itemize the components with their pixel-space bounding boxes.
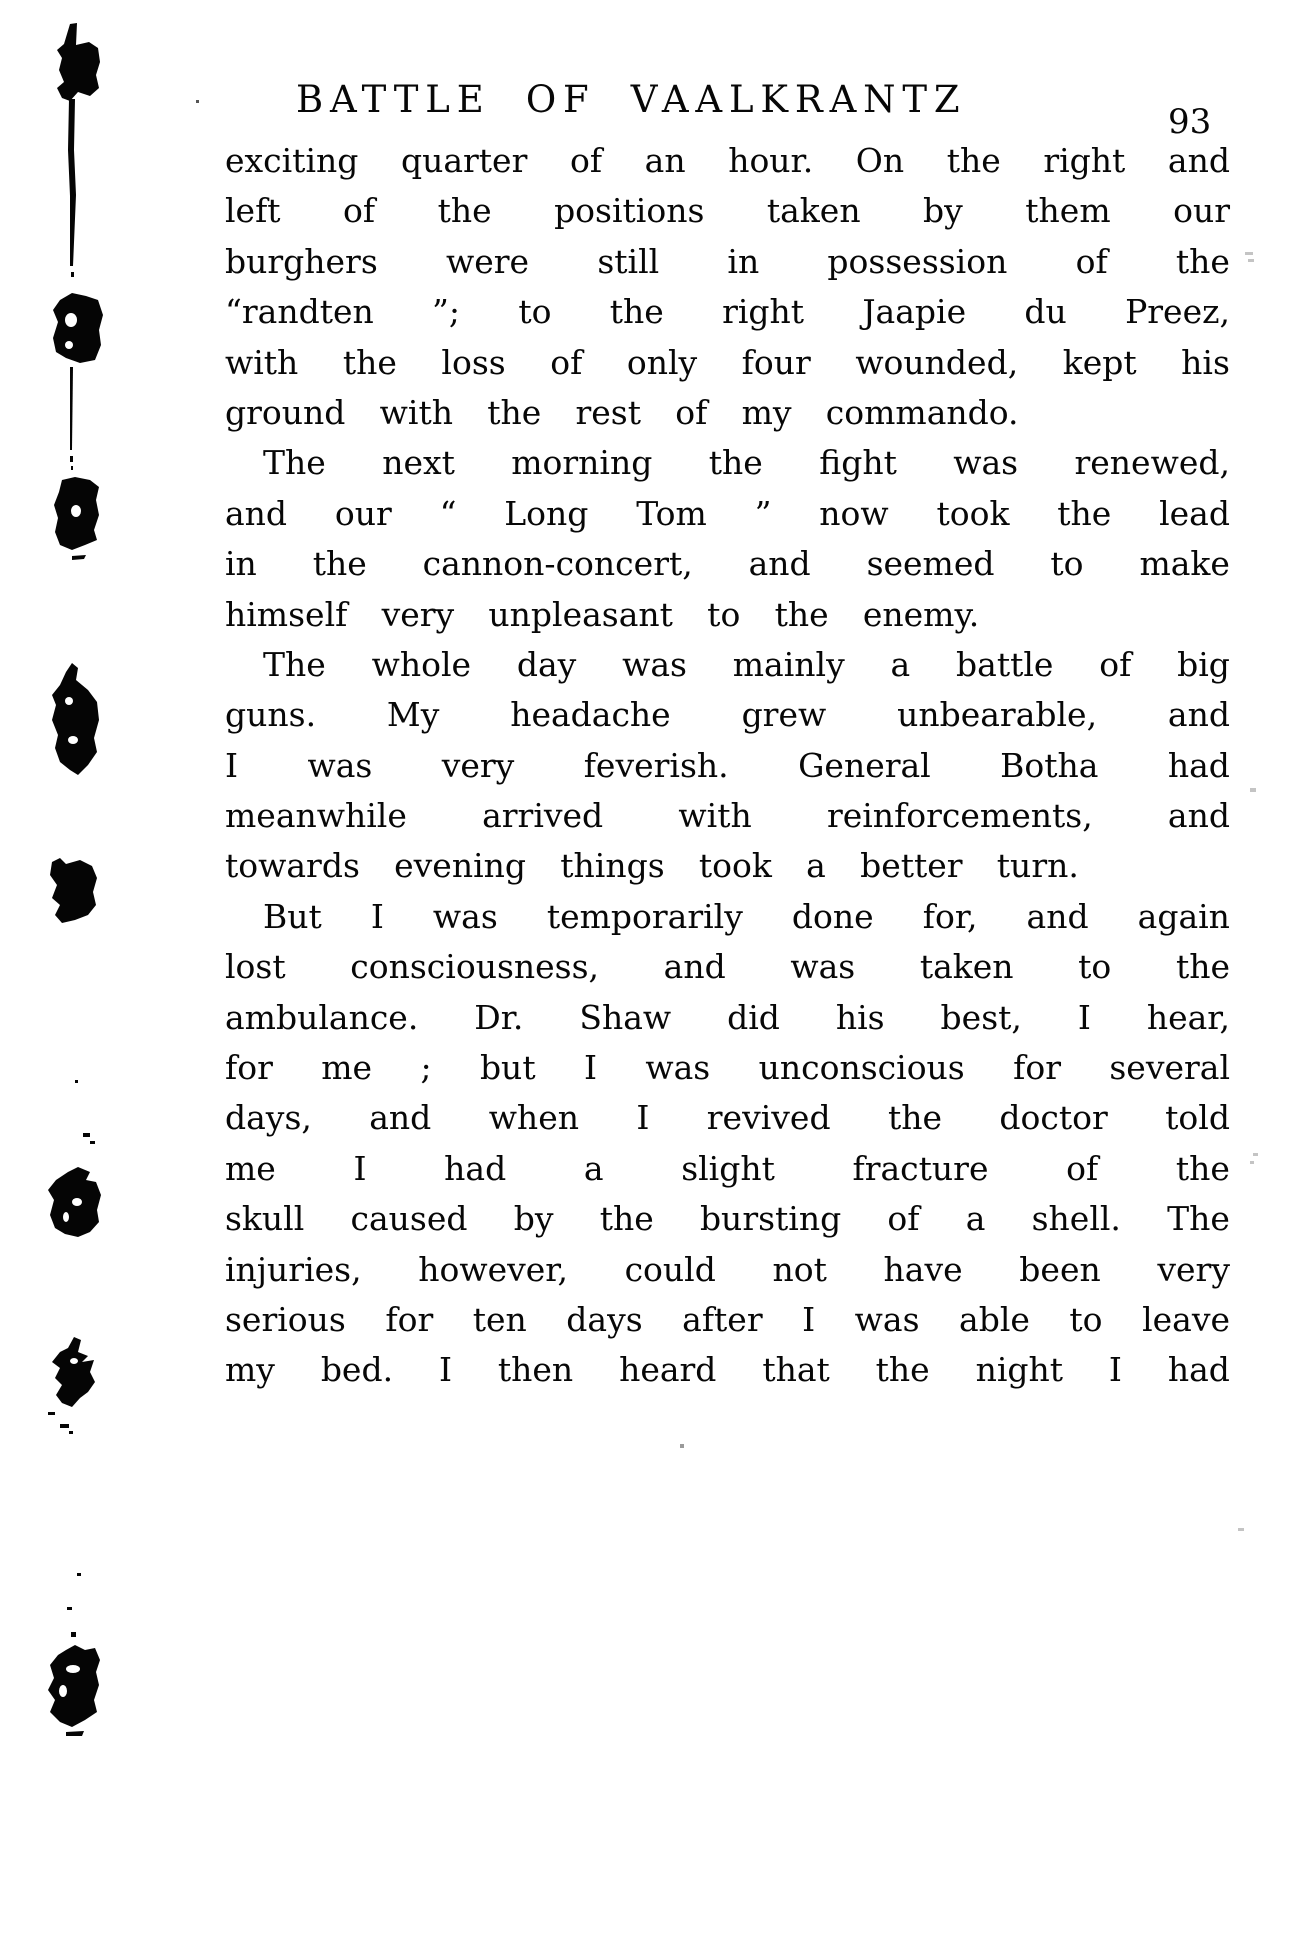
page-number: 93 bbox=[1168, 102, 1212, 142]
text-line-21: me I had a slight fracture of the bbox=[225, 1148, 1230, 1188]
text-line-5: with the loss of only four wounded, kept his bbox=[225, 342, 1230, 382]
text-line-14: meanwhile arrived with reinforcements, and bbox=[225, 796, 1230, 836]
text-line-11: The whole day was mainly a battle of big bbox=[263, 644, 1230, 684]
text-line-17: lost consciousness, and was taken to the bbox=[225, 947, 1230, 987]
text-line-25: my bed. I then heard that the night I had bbox=[225, 1350, 1230, 1390]
header-title: BATTLE OF VAALKRANTZ bbox=[296, 78, 967, 121]
text-line-6: ground with the rest of my commando. bbox=[225, 392, 1019, 432]
running-header bbox=[296, 78, 966, 121]
text-line-3: burghers were still in possession of the bbox=[225, 241, 1230, 281]
text-line-9: in the cannon-concert, and seemed to make bbox=[225, 544, 1230, 584]
text-line-2: left of the positions taken by them our bbox=[225, 191, 1230, 231]
body-text bbox=[225, 136, 1230, 1396]
text-line-8: and our “ Long Tom ” now took the lead bbox=[225, 493, 1230, 533]
text-line-13: I was very feverish. General Botha had bbox=[225, 745, 1230, 785]
text-line-12: guns. My headache grew unbearable, and bbox=[225, 695, 1230, 735]
text-line-4: “randten ”; to the right Jaapie du Preez, bbox=[225, 292, 1230, 332]
text-line-7: The next morning the fight was renewed, bbox=[263, 443, 1230, 483]
text-line-22: skull caused by the bursting of a shell. The bbox=[225, 1199, 1230, 1239]
text-line-16: But I was temporarily done for, and again bbox=[263, 896, 1230, 936]
text-line-10: himself very unpleasant to the enemy. bbox=[225, 594, 980, 634]
ink-blot bbox=[48, 23, 103, 1736]
text-line-15: towards evening things took a better turn. bbox=[225, 846, 1079, 886]
text-line-1: exciting quarter of an hour. On the right and bbox=[225, 141, 1230, 180]
text-line-18: ambulance. Dr. Shaw did his best, I hear, bbox=[225, 997, 1230, 1037]
text-line-19: for me ; but I was unconscious for several bbox=[225, 1048, 1230, 1088]
text-line-20: days, and when I revived the doctor told bbox=[225, 1098, 1230, 1138]
text-line-24: serious for ten days after I was able to leave bbox=[225, 1299, 1230, 1339]
text-line-23: injuries, however, could not have been very bbox=[225, 1249, 1230, 1289]
